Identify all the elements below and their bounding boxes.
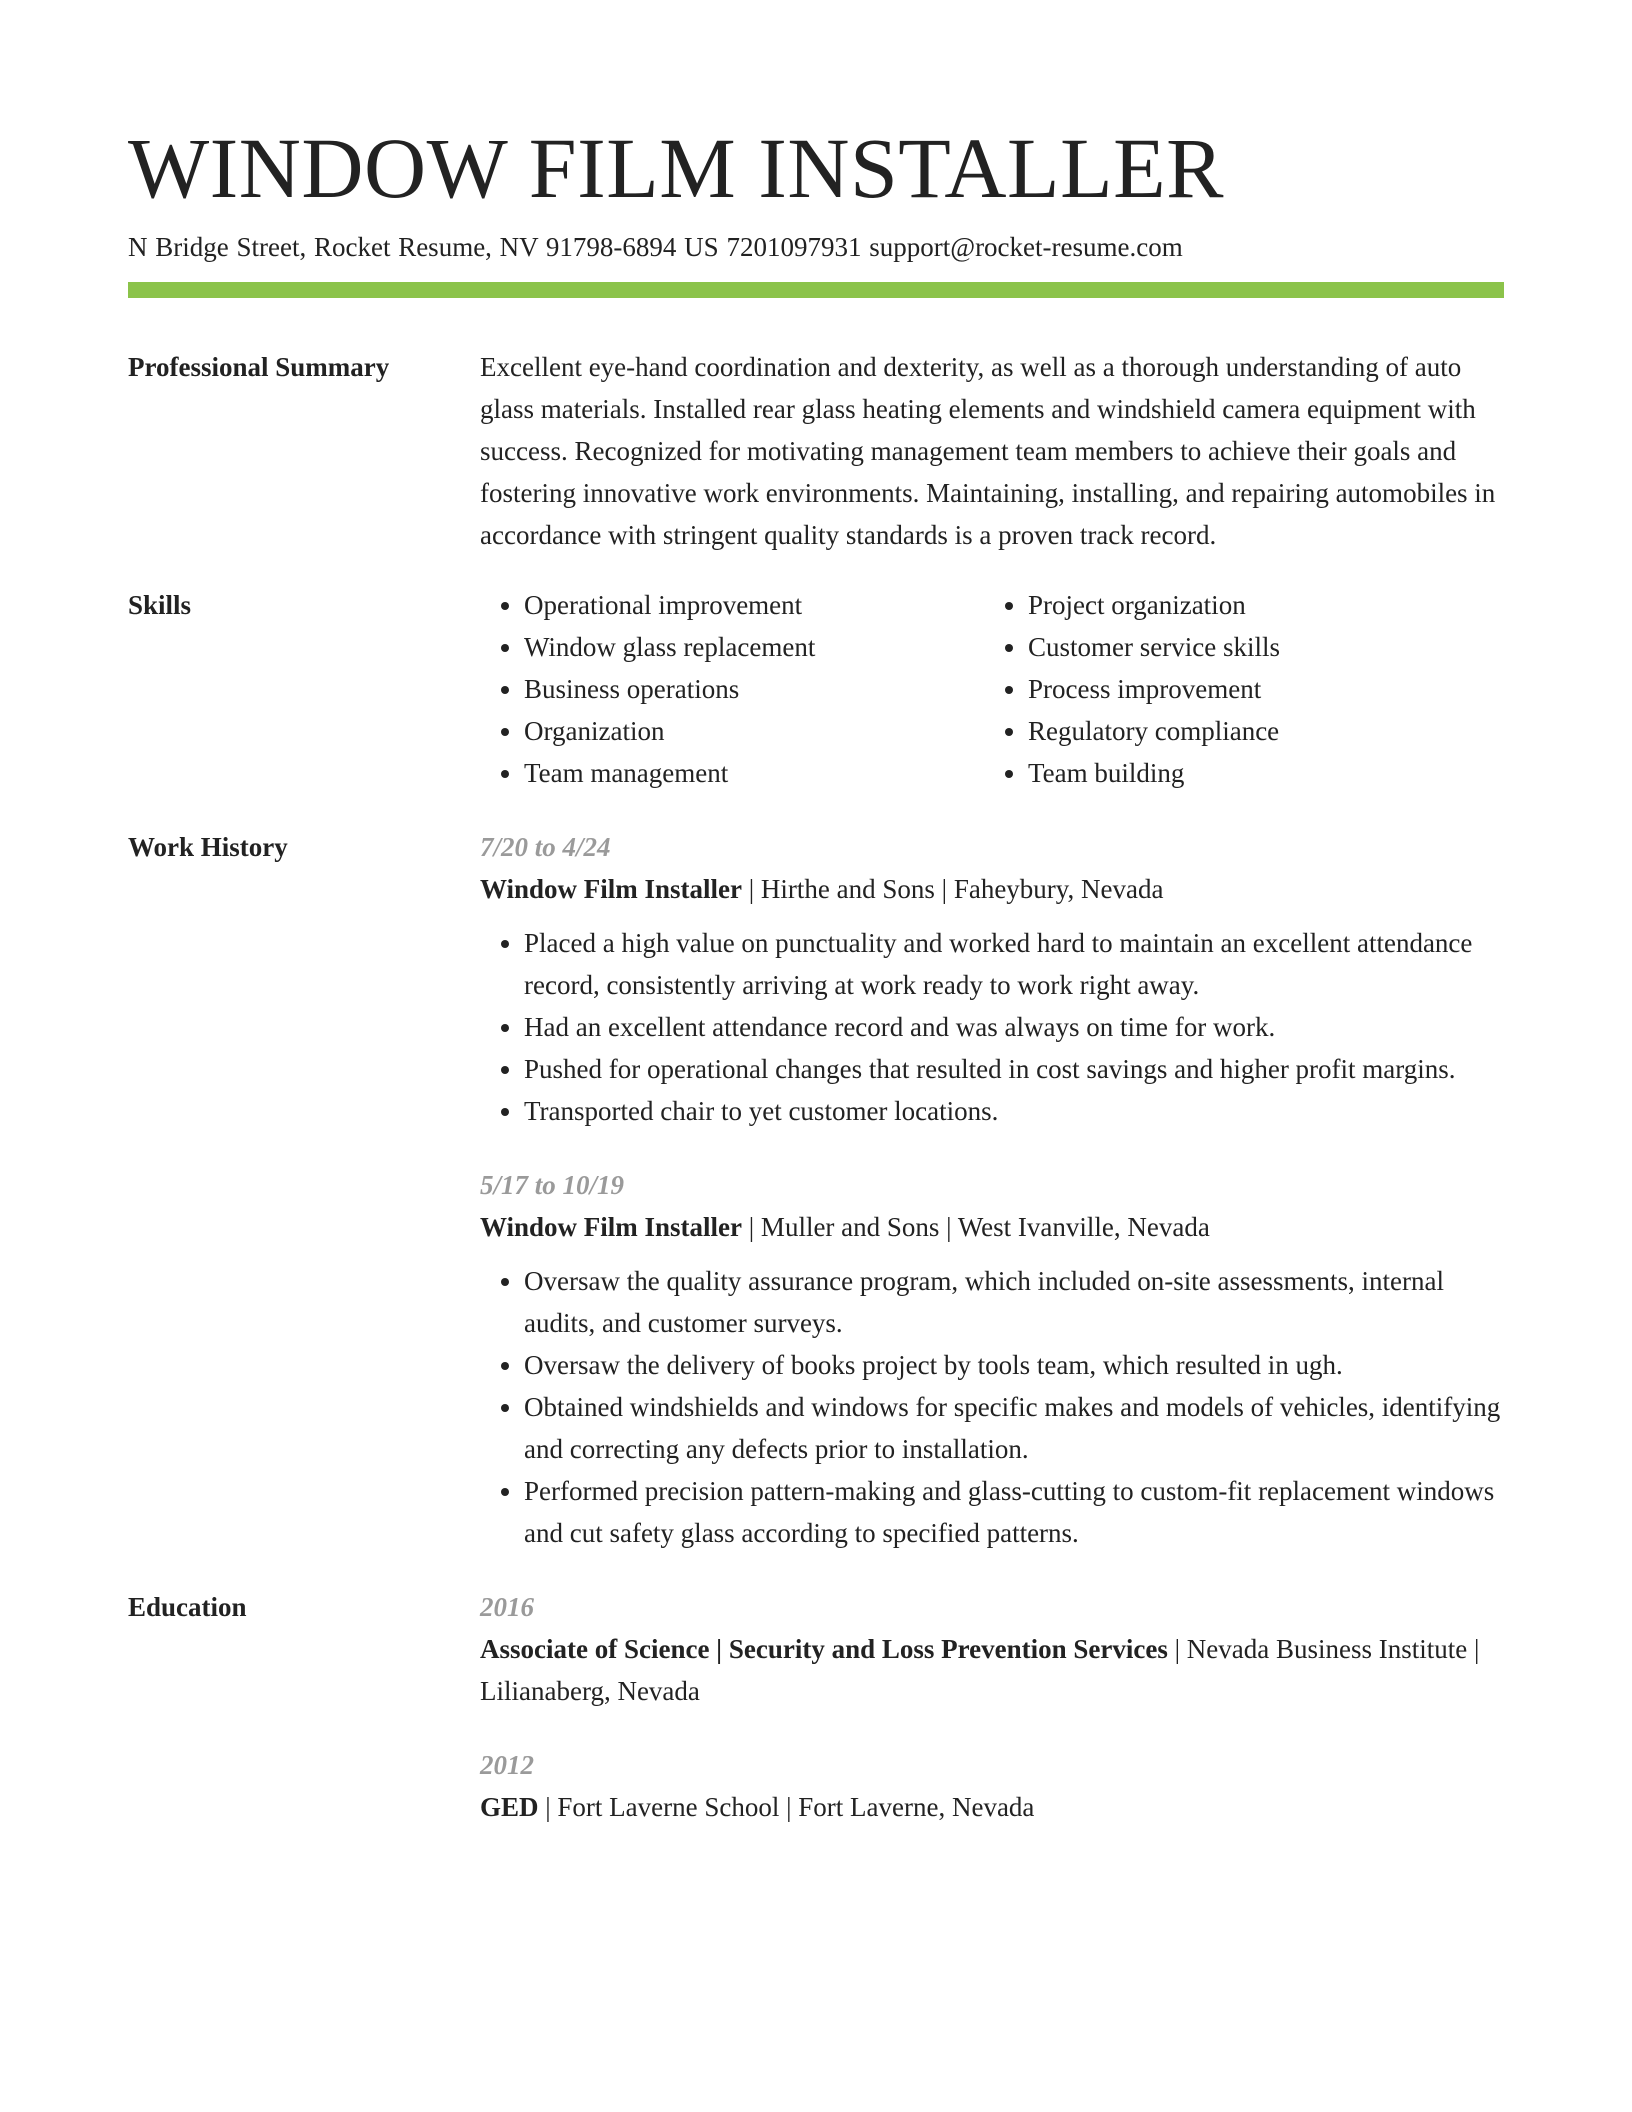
education-degree: Associate of Science | Security and Loss Prevention Services xyxy=(480,1634,1168,1664)
job-entry xyxy=(480,826,1504,1132)
job-heading xyxy=(480,1206,1504,1248)
education-degree: GED xyxy=(480,1792,539,1822)
education-heading: Education xyxy=(128,1592,247,1622)
job-bullet: • Placed a high value on punctuality and worked hard to maintain an excellent attendance record, consistently arriving at work ready to work right away. xyxy=(524,922,1504,1006)
job-heading xyxy=(480,868,1504,910)
skills-list-left xyxy=(480,584,984,794)
job-bullets xyxy=(480,1260,1504,1554)
skill-item: • Regulatory compliance xyxy=(1028,710,1488,752)
job-bullet: • Performed precision pattern-making and glass-cutting to custom-fit replacement windows and cut safety glass according to specified patterns. xyxy=(524,1470,1504,1554)
job-title: Window Film Installer xyxy=(480,1212,743,1242)
skill-item: • Project organization xyxy=(1028,584,1488,626)
summary-heading: Professional Summary xyxy=(128,352,390,382)
education-content xyxy=(480,1586,1504,1828)
contact-line xyxy=(128,230,1504,264)
skill-item: • Window glass replacement xyxy=(524,626,984,668)
education-year: 2016 xyxy=(480,1592,534,1622)
contact-email: support@rocket-resume.com xyxy=(869,232,1183,262)
skills-content xyxy=(480,584,1504,794)
contact-address: N Bridge Street, Rocket Resume, NV 91798-6894 US xyxy=(128,232,719,262)
resume-page xyxy=(128,118,1504,1828)
resume-title: WINDOW FILM INSTALLER xyxy=(128,120,1224,216)
job-bullet: • Pushed for operational changes that resulted in cost savings and higher profit margins. xyxy=(524,1048,1504,1090)
job-entry xyxy=(480,1164,1504,1554)
work-content xyxy=(480,826,1504,1554)
skill-item: • Team management xyxy=(524,752,984,794)
education-entry xyxy=(480,1586,1504,1712)
skill-item: • Operational improvement xyxy=(524,584,984,626)
skill-item: • Team building xyxy=(1028,752,1488,794)
skills-section xyxy=(128,584,1504,794)
summary-content xyxy=(480,346,1504,556)
job-bullet: • Transported chair to yet customer locations. xyxy=(524,1090,1504,1132)
summary-section xyxy=(128,346,1504,556)
skill-item: • Organization xyxy=(524,710,984,752)
education-heading-line xyxy=(480,1628,1504,1712)
work-section xyxy=(128,826,1504,1554)
job-bullet: • Oversaw the quality assurance program, which included on-site assessments, internal audits, and customer surveys. xyxy=(524,1260,1504,1344)
job-dates: 7/20 to 4/24 xyxy=(480,832,611,862)
job-bullet: • Obtained windshields and windows for specific makes and models of vehicles, identifying and correcting any defects prior to installation. xyxy=(524,1386,1504,1470)
job-bullet: • Had an excellent attendance record and was always on time for work. xyxy=(524,1006,1504,1048)
education-section xyxy=(128,1586,1504,1828)
job-details: | Hirthe and Sons | Faheybury, Nevada xyxy=(742,874,1164,904)
skill-item: • Process improvement xyxy=(1028,668,1488,710)
accent-divider xyxy=(128,282,1504,298)
contact-phone: 7201097931 xyxy=(726,232,862,262)
job-bullet: • Oversaw the delivery of books project by tools team, which resulted in ugh. xyxy=(524,1344,1504,1386)
education-details: | Fort Laverne School | Fort Laverne, Nevada xyxy=(538,1792,1035,1822)
job-dates: 5/17 to 10/19 xyxy=(480,1170,625,1200)
skills-list-right xyxy=(984,584,1488,794)
job-title: Window Film Installer xyxy=(480,874,743,904)
education-details: | Nevada Business Institute | Lilianaberg, Nevada xyxy=(480,1634,1480,1706)
work-heading: Work History xyxy=(128,832,288,862)
skill-item: • Customer service skills xyxy=(1028,626,1488,668)
education-entry xyxy=(480,1744,1504,1828)
job-bullets xyxy=(480,922,1504,1132)
education-year: 2012 xyxy=(480,1750,534,1780)
education-heading-line xyxy=(480,1786,1504,1828)
job-details: | Muller and Sons | West Ivanville, Nevada xyxy=(742,1212,1210,1242)
skill-item: • Business operations xyxy=(524,668,984,710)
skills-heading: Skills xyxy=(128,590,192,620)
summary-text: Excellent eye-hand coordination and dexterity, as well as a thorough understanding of auto glass materials. Installed rear glass heating elements and windshield camera equipment with success. Recognized for motivating management team members to achieve their goals and fostering innovative work environments. Maintaining, installing, and repairing automobiles in accordance with stringent quality standards is a proven track record. xyxy=(480,352,1496,550)
